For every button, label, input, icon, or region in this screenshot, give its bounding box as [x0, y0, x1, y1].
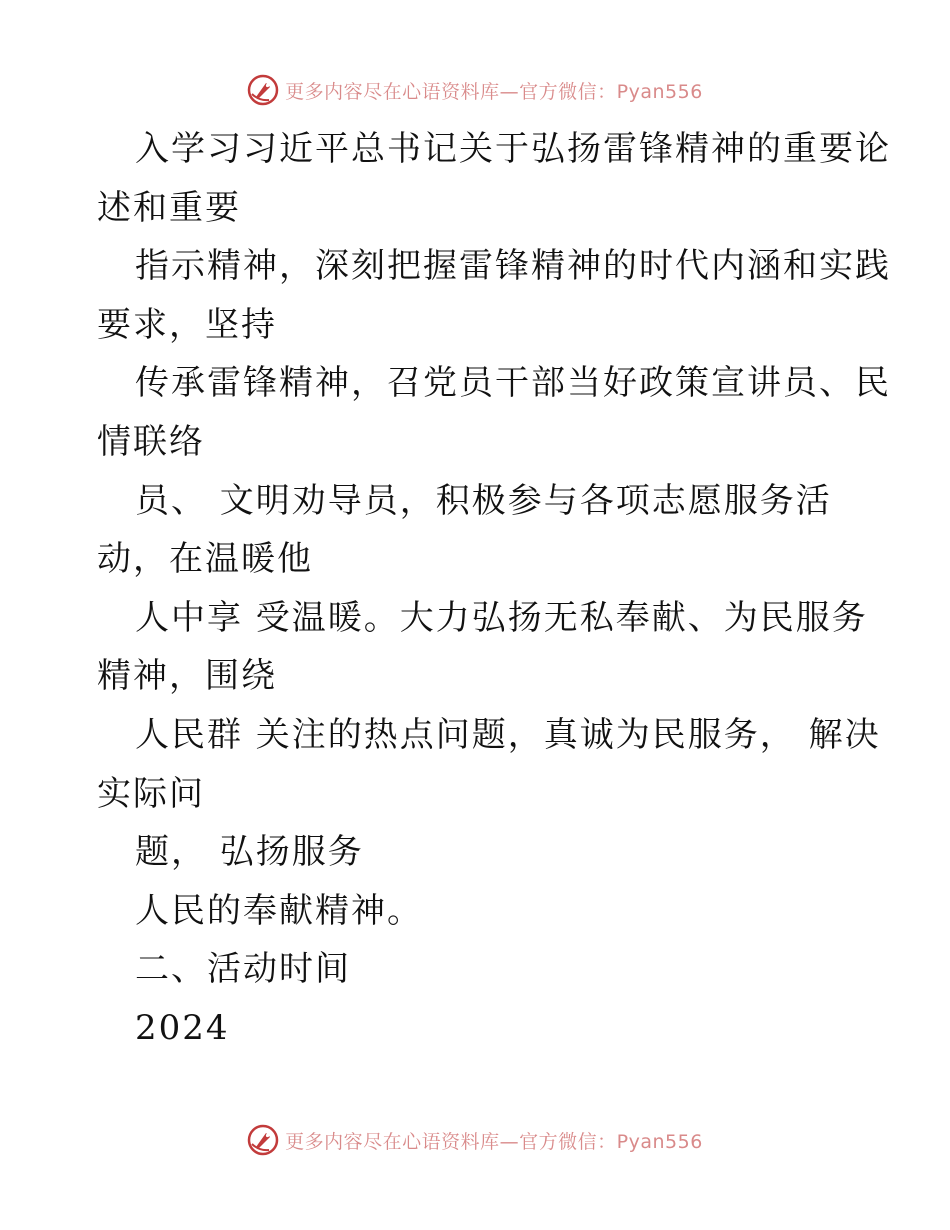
section-heading: 二、活动时间 [135, 949, 351, 990]
watermark-text: 更多内容尽在心语资料库—官方微信：Pyan556 [285, 80, 703, 103]
body-line: 题， 弘扬服务 [135, 832, 364, 873]
watermark-group [247, 74, 703, 106]
watermark-text: 更多内容尽在心语资料库—官方微信：Pyan556 [285, 1130, 703, 1153]
document-body [97, 120, 891, 1058]
footer-watermark [0, 1120, 950, 1160]
body-line: 入学习习近平总书记关于弘扬雷锋精神的重要论 [135, 129, 891, 169]
body-line: 情联络 [97, 421, 205, 462]
body-line: 述和重要 [97, 187, 241, 228]
body-line: 员、 文明劝导员，积极参与各项志愿服务活 [135, 480, 832, 521]
body-line: 人民群 关注的热点问题，真诚为民服务， 解决 [135, 714, 881, 755]
body-line: 要求，坚持 [97, 304, 277, 345]
header-watermark [0, 70, 950, 110]
body-line: 实际问 [97, 773, 205, 814]
body-line: 传承雷锋精神，召党员干部当好政策宣讲员、民 [135, 363, 891, 404]
body-line: 动，在温暖他 [97, 539, 313, 580]
body-line: 2024 [135, 1007, 230, 1048]
pen-nib-icon [247, 1124, 279, 1156]
pen-nib-icon [247, 74, 279, 106]
body-line: 指示精神，深刻把握雷锋精神的时代内涵和实践 [135, 246, 891, 287]
body-line: 精神，围绕 [97, 656, 277, 697]
body-line: 人中享 受温暖。大力弘扬无私奉献、为民服务 [135, 597, 868, 638]
body-line: 人民的奉献精神。 [135, 890, 423, 931]
watermark-group [247, 1124, 703, 1156]
